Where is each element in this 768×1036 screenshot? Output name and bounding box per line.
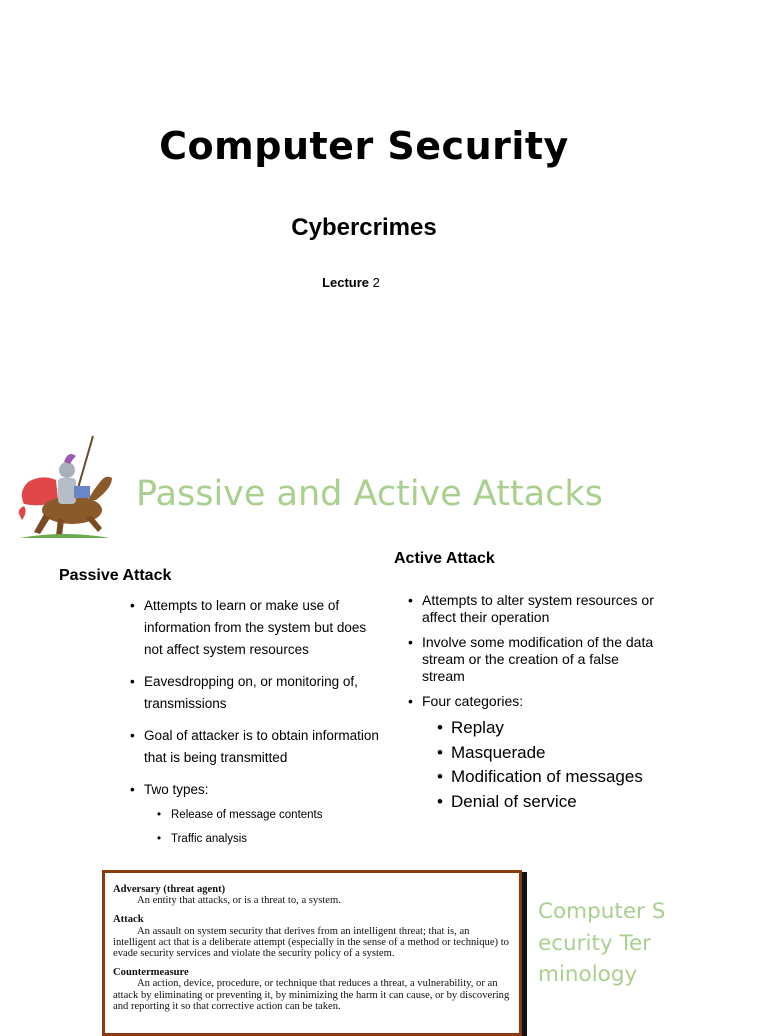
- term-countermeasure: Countermeasure: [113, 967, 189, 979]
- definition-attack: An assault on system security that derives from an intelligent threat; that is, an intelligent act that is a deliberate attempt (especially in the sense of a method or technique) to evade security services and violate the security policy of a system.: [113, 925, 509, 960]
- slide-terminology: [0, 860, 768, 1024]
- lecture-label: [0, 275, 702, 290]
- list-item: • Involve some modification of the data stream or the creation of a false stream: [422, 634, 662, 685]
- list-item: • Release of message contents: [171, 803, 384, 827]
- knight-on-horse-icon: [14, 434, 116, 540]
- list-item: • Attempts to alter system resources or affect their operation: [422, 592, 662, 626]
- terminology-text: [105, 873, 519, 1012]
- list-item: • Modification of messages: [451, 765, 662, 790]
- lecture-word: Lecture: [322, 275, 370, 290]
- list-item: • Traffic analysis: [171, 827, 384, 851]
- definition-countermeasure: An action, device, procedure, or technique that reduces a threat, a vulnerability, or an attack by eliminating or preventing it, by minimizing the harm it can cause, or by discovering and reporting it so that corrective action can be taken.: [113, 978, 510, 1012]
- definition-adversary: An entity that attacks, or is a threat to, a system.: [137, 895, 341, 907]
- lecture-number: 2: [372, 275, 380, 290]
- list-item: • Attempts to learn or make use of information from the system but does not affect system resources: [144, 595, 384, 661]
- terminology-document: [102, 870, 522, 1036]
- list-item: • Eavesdropping on, or monitoring of, transmissions: [144, 671, 384, 715]
- slide-terminology-title: Computer Security Terminology: [538, 899, 666, 987]
- passive-types-list: [171, 803, 384, 851]
- two-types-label: Two types:: [144, 782, 209, 797]
- term-adversary: Adversary (threat agent): [113, 884, 226, 895]
- slide-subtitle: Cybercrimes: [291, 214, 437, 241]
- slide-title: [0, 0, 768, 400]
- active-categories-list: [451, 716, 662, 814]
- term-attack: Attack: [113, 914, 144, 926]
- list-item: [422, 693, 662, 814]
- four-categories-label: Four categories:: [422, 693, 524, 709]
- slide-title-heading: Computer Security: [159, 124, 569, 168]
- passive-attack-list: [144, 595, 384, 861]
- list-item: [144, 779, 384, 851]
- list-item: • Goal of attacker is to obtain information that is being transmitted: [144, 725, 384, 769]
- list-item: • Denial of service: [451, 790, 662, 815]
- list-item: • Replay: [451, 716, 662, 741]
- active-attack-list: [422, 592, 662, 822]
- slide-attacks-title: Passive and Active Attacks: [136, 474, 603, 514]
- active-attack-heading: Active Attack: [394, 550, 495, 567]
- list-item: • Masquerade: [451, 741, 662, 766]
- slide-attacks: [0, 420, 768, 860]
- passive-attack-heading: Passive Attack: [59, 567, 172, 584]
